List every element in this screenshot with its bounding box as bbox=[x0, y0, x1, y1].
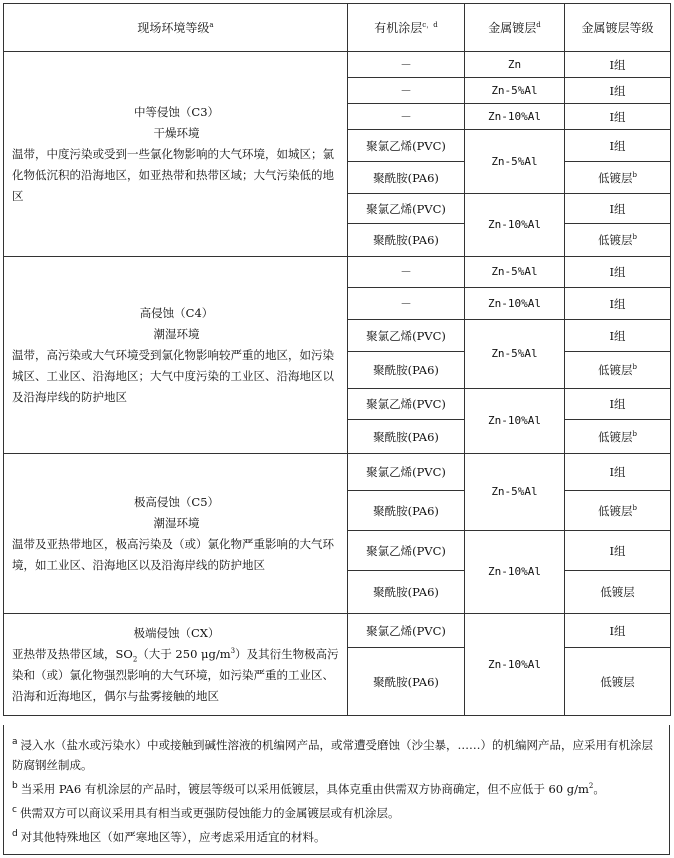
footnote-a: $^a$ 浸入水（盐水或污染水）中或接触到碱性溶液的机编网产品，或常遭受磨蚀（沙尘暴，……）的机编网产品，应采用有机涂层防腐钢丝制成。 bbox=[12, 737, 654, 772]
coating-cell: 聚酰胺(PA6) bbox=[348, 162, 465, 194]
metal-cell: Zn bbox=[465, 52, 565, 78]
corrosion-grade-table bbox=[3, 3, 671, 716]
metal-cell: Zn-5%Al bbox=[465, 78, 565, 104]
table-row bbox=[4, 257, 671, 288]
env-c4-cell bbox=[4, 257, 348, 454]
grade-cell: Ⅰ组 bbox=[565, 104, 671, 130]
grade-cell: Ⅰ组 bbox=[565, 320, 671, 352]
grade-cell: 低镀层$^b$ bbox=[565, 352, 671, 389]
footnote-c: $^c$ 供需双方可以商议采用具有相当或更强防侵蚀能力的金属镀层或有机涂层。 bbox=[12, 805, 400, 820]
env-c3-subtitle: 干燥环境 bbox=[153, 125, 200, 140]
table-row bbox=[4, 454, 671, 491]
grade-cell: 低镀层 bbox=[565, 648, 671, 716]
metal-cell: Zn-10%Al bbox=[465, 531, 565, 614]
grade-cell: Ⅰ组 bbox=[565, 194, 671, 224]
coating-cell: 聚氯乙烯(PVC) bbox=[348, 531, 465, 571]
coating-cell: 聚酰胺(PA6) bbox=[348, 352, 465, 389]
metal-cell: Zn-5%Al bbox=[465, 257, 565, 288]
coating-cell: 聚酰胺(PA6) bbox=[348, 224, 465, 257]
table-footnotes bbox=[3, 725, 670, 855]
header-organic-coating: 有机涂层$^{c,d}$ bbox=[348, 4, 465, 52]
grade-cell: Ⅰ组 bbox=[565, 130, 671, 162]
coating-cell: 聚氯乙烯(PVC) bbox=[348, 454, 465, 491]
env-c5-cell bbox=[4, 454, 348, 614]
metal-cell: Zn-10%Al bbox=[465, 104, 565, 130]
env-c3-description: 温带，中度污染或受到一些氯化物影响的大气环境，如城区；氯化物低沉积的沿海地区，如亚热带和热带区域；大气污染低的地区 bbox=[12, 146, 334, 203]
header-metal-coating-grade: 金属镀层等级 bbox=[565, 4, 671, 52]
header-metal-coating: 金属镀层$^d$ bbox=[465, 4, 565, 52]
coating-cell: － bbox=[348, 78, 465, 104]
coating-cell: 聚酰胺(PA6) bbox=[348, 420, 465, 454]
env-c4-title: 高侵蚀（C4） bbox=[139, 305, 214, 320]
env-cx-description: 亚热带及热带区域，$SO_2$（大于 250 $\mu g/m^3$）及其衍生物极高污染和（或）氯化物强烈影响的大气环境，如污染严重的工业区、沿海和近海地区，偶尔与盐雾接触的地区 bbox=[12, 646, 339, 703]
coating-cell: 聚氯乙烯(PVC) bbox=[348, 614, 465, 648]
metal-cell: Zn-10%Al bbox=[465, 389, 565, 454]
grade-cell: Ⅰ组 bbox=[565, 257, 671, 288]
coating-cell: 聚氯乙烯(PVC) bbox=[348, 194, 465, 224]
table-header-row bbox=[4, 4, 671, 52]
grade-cell: 低镀层$^b$ bbox=[565, 224, 671, 257]
env-cx-title: 极端侵蚀（CX） bbox=[133, 625, 220, 640]
grade-cell: Ⅰ组 bbox=[565, 52, 671, 78]
grade-cell: Ⅰ组 bbox=[565, 454, 671, 491]
coating-cell: 聚氯乙烯(PVC) bbox=[348, 130, 465, 162]
env-c3-cell bbox=[4, 52, 348, 257]
coating-cell: 聚氯乙烯(PVC) bbox=[348, 320, 465, 352]
env-c5-subtitle: 潮湿环境 bbox=[153, 515, 200, 530]
env-c4-subtitle: 潮湿环境 bbox=[153, 326, 200, 341]
footnote-d: $^d$ 对其他特殊地区（如严寒地区等），应考虑采用适宜的材料。 bbox=[12, 829, 326, 844]
grade-cell: 低镀层$^b$ bbox=[565, 162, 671, 194]
env-c3-title: 中等侵蚀（C3） bbox=[133, 104, 220, 119]
metal-cell: Zn-5%Al bbox=[465, 454, 565, 531]
footnote-b: $^b$ 当采用 PA6 有机涂层的产品时，镀层等级可以采用低镀层，具体克重由供需双方协商确定，但不应低于 60 $g/m^2$。 bbox=[12, 781, 605, 796]
coating-cell: － bbox=[348, 52, 465, 78]
grade-cell: Ⅰ组 bbox=[565, 78, 671, 104]
metal-cell: Zn-10%Al bbox=[465, 194, 565, 257]
grade-cell: 低镀层$^b$ bbox=[565, 420, 671, 454]
env-c4-description: 温带，高污染或大气环境受到氯化物影响较严重的地区，如污染城区、工业区、沿海地区；大气中度污染的工业区、沿海地区以及沿海岸线的防护地区 bbox=[12, 347, 334, 404]
coating-cell: － bbox=[348, 257, 465, 288]
grade-cell: 低镀层 bbox=[565, 571, 671, 614]
grade-cell: Ⅰ组 bbox=[565, 288, 671, 320]
grade-cell: Ⅰ组 bbox=[565, 389, 671, 420]
metal-cell: Zn-10%Al bbox=[465, 614, 565, 716]
coating-cell: 聚酰胺(PA6) bbox=[348, 491, 465, 531]
env-cx-cell bbox=[4, 614, 348, 716]
coating-cell: 聚酰胺(PA6) bbox=[348, 648, 465, 716]
grade-cell: 低镀层$^b$ bbox=[565, 491, 671, 531]
coating-cell: 聚酰胺(PA6) bbox=[348, 571, 465, 614]
metal-cell: Zn-5%Al bbox=[465, 130, 565, 194]
coating-cell: － bbox=[348, 104, 465, 130]
metal-cell: Zn-10%Al bbox=[465, 288, 565, 320]
grade-cell: Ⅰ组 bbox=[565, 614, 671, 648]
metal-cell: Zn-5%Al bbox=[465, 320, 565, 389]
header-environment-grade: 现场环境等级$^a$ bbox=[4, 4, 348, 52]
coating-cell: 聚氯乙烯(PVC) bbox=[348, 389, 465, 420]
coating-cell: － bbox=[348, 288, 465, 320]
grade-cell: Ⅰ组 bbox=[565, 531, 671, 571]
table-row bbox=[4, 52, 671, 78]
table-row bbox=[4, 614, 671, 648]
env-c5-title: 极高侵蚀（C5） bbox=[133, 494, 220, 509]
env-c5-description: 温带及亚热带地区，极高污染及（或）氯化物严重影响的大气环境，如工业区、沿海地区以及沿海岸线的防护地区 bbox=[12, 536, 334, 572]
